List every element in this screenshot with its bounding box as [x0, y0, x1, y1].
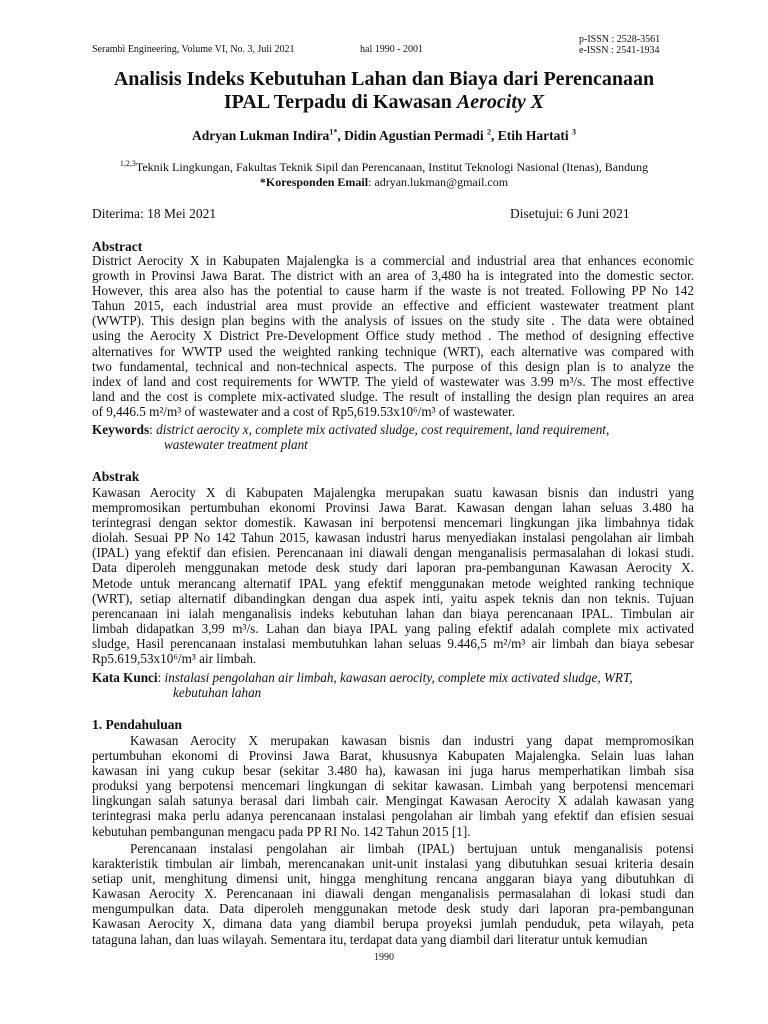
page-number: 1990: [374, 952, 394, 963]
section-heading: 1. Pendahuluan: [92, 717, 183, 732]
abstrak-line: sludge, Hasil perencanaan instalasi membutuhkan lahan seluas 9.446,5 m²/m³ air limbah dan biaya sebesar: [92, 635, 694, 651]
abstrak-line: terintegrasi dengan sektor domestik. Kawasan ini berpotensi mencemari lingkungan jika limbahnya tidak: [92, 515, 694, 531]
kata-kunci: Kata Kunci: instalasi pengolahan air limbah, kawasan aerocity, complete mix activated sludge, WRT, kebutuhan lahan: [92, 670, 694, 700]
kata-kunci-label: Kata Kunci: [92, 670, 158, 685]
abstrak-body: [92, 485, 694, 666]
email-value: : adryan.lukman@gmail.com: [368, 175, 509, 189]
authors: [0, 128, 768, 144]
keywords-label: Keywords: [92, 422, 150, 437]
para-line: pertumbuhan ekonomi di Provinsi Jawa Barat, khususnya Kabupaten Majalengka. Selain luas lahan: [92, 748, 694, 764]
abstract-body: [92, 253, 694, 419]
paper-title-line2: [0, 91, 768, 113]
corresponding-email: [0, 174, 768, 190]
received-date: Diterima: 18 Mei 2021: [92, 206, 217, 221]
abstract-line: Tahun 2015, each industrial area must provide an effective and efficient wastewater treatment plant: [92, 298, 694, 314]
author-3-sup: 3: [571, 127, 576, 137]
para-line: mengumpulkan data. Data diperoleh menggunakan metode desk study dari laporan pra-pembangunan: [92, 901, 694, 917]
abstrak-heading: Abstrak: [92, 469, 140, 484]
author-2: , Didin Agustian Permadi: [337, 128, 487, 143]
abstract-line: (WWTP). This design plan begins with the analysis of issues on the study site . The data were obtained: [92, 313, 694, 329]
abstrak-line: Rp5.619,53x10⁶/m³ air limbah.: [92, 651, 257, 667]
para-line: tataguna lahan, dan luas wilayah. Sementara itu, terdapat data yang diambil dari literatur untuk kemudian: [92, 931, 648, 947]
abstrak-line: Metode untuk merancang alternatif IPAL yang efektif menggunakan metode weighted ranking technique: [92, 575, 694, 591]
page-range: hal 1990 - 2001: [360, 44, 424, 55]
paper-title-line1: Analisis Indeks Kebutuhan Lahan dan Biaya dari Perencanaan: [113, 68, 655, 90]
para-line: setiap unit, menghitung dimensi unit, hingga menghitung rencana anggaran biaya yang dibutuhkan di: [92, 871, 694, 887]
para-line: Kawasan Aerocity X merupakan kawasan bisnis dan industri yang dapat mempromosikan: [130, 733, 694, 748]
abstract-line: index of land and cost requirements for WWTP. The yield of wastewater was 3.99 m³/s. The most effective: [92, 373, 694, 389]
para-line: terintegrasi maka perlu adanya perencanaan instalasi pengolahan air limbah yang efektif dan efisien sesuai: [92, 808, 694, 824]
approved-date: Disetujui: 6 Juni 2021: [510, 206, 630, 221]
email-label: *Koresponden Email: [259, 175, 369, 189]
abstract-line: growth in Provinsi Jawa Barat. The district with an area of 3,480 ha is integrated into the domestic sector.: [92, 268, 694, 284]
para-line: kawasan ini yang cukup besar (sekitar 3.480 ha), kawasan ini juga harus memperhatikan limbah sisa: [92, 763, 694, 779]
abstrak-line: (IPAL) yang efektif dan efisien. Perencanaan ini diawali dengan menganalisis permasalahan di lokasi studi.: [92, 545, 694, 561]
abstrak-line: diolah. Sesuai PP No 142 Tahun 2015, kawasan industri harus menyediakan instalasi pengolahan air limbah: [92, 530, 694, 546]
abstract-line: alternatives for WWTP used the weighted ranking technique (WRT), each alternative was compared with: [92, 343, 694, 359]
author-1: Adryan Lukman Indira: [192, 128, 330, 143]
abstrak-line: Kawasan Aerocity X di Kabupaten Majalengka merupakan suatu kawasan bisnis dan industri yang: [92, 485, 694, 500]
author-3: , Etih Hartati: [490, 128, 572, 143]
abstrak-line: mempromosikan pertumbuhan ekonomi Provinsi Jawa Barat. Kawasan dengan lahan seluas 3.480 ha: [92, 500, 694, 516]
para-line: Kawasan Aerocity X. Perencanaan ini diawali dengan menganalisis permasalahan di lokasi studi dan: [92, 886, 694, 902]
abstract-line: two fundamental, technical and non-technical aspects. The purpose of this design plan is to analyze the: [92, 358, 694, 374]
kata-kunci-value-cont: kebutuhan lahan: [173, 685, 262, 701]
title-italic: Aerocity X: [456, 91, 545, 113]
abstract-line: land and the cost is complete mix-activated sludge. The result of installing the design plan requires an area: [92, 388, 694, 404]
affiliation-sup: 1,2,3: [119, 159, 136, 168]
para-line: karakteristik timbulan air limbah, merencanakan unit-unit instalasi yang dibutuhkan sesuai kriteria desain: [92, 856, 694, 872]
e-issn: e-ISSN : 2541-1934: [579, 45, 660, 56]
section1-para2: [92, 841, 694, 947]
abstract-line: of 9,446.5 m²/m³ of wastewater and a cost of Rp5,619.53x10⁶/m³ of wastewater.: [92, 403, 515, 419]
abstract-line: However, this area also has the potential to cause harm if the waste is not treated. Following PP No 142: [92, 283, 694, 299]
abstrak-line: perencanaan ini ialah menganalisis indeks kebutuhan lahan dan biaya perencanaan IPAL. Timbulan air: [92, 605, 694, 621]
para-line: produksi yang berpotensi mencemari lingkungan di sekitar kawasan. Limbah yang berpotensi mencemari: [92, 778, 694, 794]
author-2-sup: 2: [486, 127, 491, 137]
affiliation-text: Teknik Lingkungan, Fakultas Teknik Sipil dan Perencanaan, Institut Teknologi Nasional (Itenas), Bandung: [135, 160, 649, 174]
abstract-heading: Abstract: [92, 239, 143, 254]
keywords-value-cont: wastewater treatment plant: [164, 437, 308, 453]
title-plain: IPAL Terpadu di Kawasan: [223, 91, 457, 113]
para-line: lingkungan salah satunya berasal dari limbah cair. Mengingat Kawasan Aerocity X adalah kawasan yang: [92, 793, 694, 809]
keywords: Keywords: district aerocity x, complete mix activated sludge, cost requirement, land requirement, wastewater treatment plant: [92, 422, 694, 452]
author-1-sup: 1*: [329, 127, 338, 137]
abstrak-line: limbah didapatkan 3,99 m³/s. Lahan dan biaya IPAL yang paling efektif adalah complete mix activated: [92, 620, 694, 636]
journal-name: Serambi Engineering, Volume VI, No. 3, Juli 2021: [92, 44, 295, 55]
section1-para1: [92, 733, 694, 839]
kata-kunci-value: instalasi pengolahan air limbah, kawasan aerocity, complete mix activated sludge, WRT,: [164, 670, 633, 685]
para-line: Perencanaan instalasi pengolahan air limbah (IPAL) bertujuan untuk menganalisis potensi: [130, 841, 694, 856]
para-line: Kawasan Aerocity X, dimana data yang diambil berupa proyeksi jumlah penduduk, peta wilayah, peta: [92, 916, 694, 932]
abstrak-line: Data diperoleh menggunakan metode desk study dari laporan pra-pembangunan Kawasan Aerocity X.: [92, 560, 694, 576]
abstrak-line: (WRT), setiap alternatif dibandingkan dengan dua aspek inti, yaitu aspek teknis dan non teknis. Tujuan: [92, 590, 694, 606]
para-line: kebutuhan pembangunan mengacu pada PP RI No. 142 Tahun 2015 [1].: [92, 823, 471, 839]
affiliation: [0, 159, 768, 175]
abstract-line: District Aerocity X in Kabupaten Majalengka is a commercial and industrial area that enhances economic: [92, 253, 694, 268]
keywords-value: district aerocity x, complete mix activated sludge, cost requirement, land requirement,: [156, 422, 610, 437]
abstract-line: using the Aerocity X District Pre-Development Office study method . The method of designing effective: [92, 328, 694, 344]
p-issn: p-ISSN : 2528-3561: [579, 34, 661, 45]
